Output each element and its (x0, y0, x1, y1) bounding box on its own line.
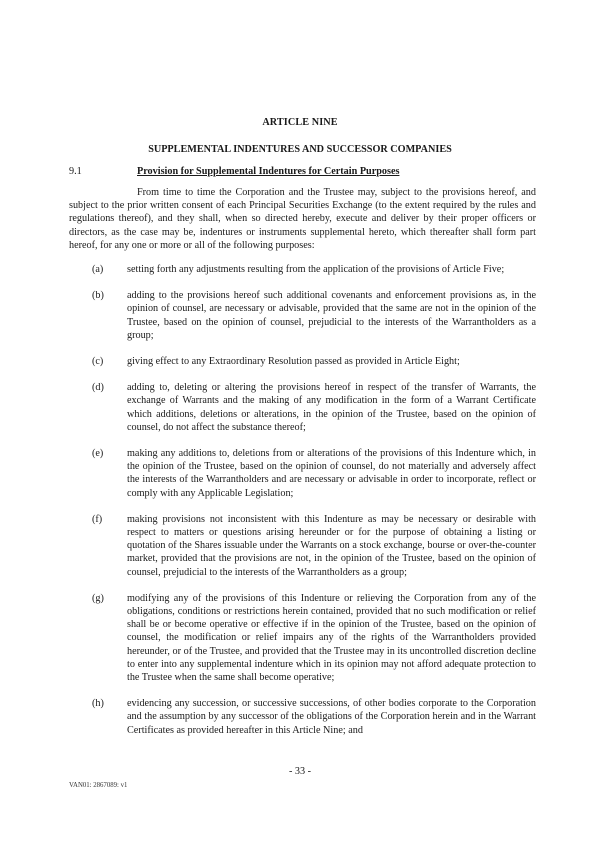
list-item-text: setting forth any adjustments resulting from the application of the provisions of Article Five; (127, 264, 505, 275)
section-number: 9.1 (69, 166, 82, 177)
list-item-label: (b) (92, 290, 104, 302)
list-item (92, 447, 536, 500)
list-item-text: making any additions to, deletions from or alterations of the provisions of this Indenture which, in the opinion of the Trustee, based on the opinion of counsel, do not materially and adversely affect the interests of the Warrantholders and are necessary or advisable in order to incorporate, reflect or comply with any Applicable Legislation; (127, 448, 536, 499)
intro-paragraph: From time to time the Corporation and the Trustee may, subject to the provisions hereof, and subject to the prior written consent of each Principal Securities Exchange (to the extent required by the rules and regulations thereof), and they shall, when so directed hereby, execute and deliver by their proper officers or directors, as the case may be, indentures or instruments supplemental hereto, which thereafter shall form part hereof, for any one or more or all of the following purposes: (69, 187, 536, 251)
list-item (92, 592, 536, 684)
list-item-text: evidencing any succession, or successive successions, of other bodies corporate to the Corporation and the assumption by any successor of the obligations of the Corporation herein and in the Warrant Certificates as provided hereafter in this Article Nine; and (127, 698, 536, 736)
list-item-label: (c) (92, 356, 104, 368)
list-item (92, 381, 536, 434)
list-item-text: adding to, deleting or altering the provisions hereof in respect of the transfer of Warrants, the exchange of Warrants and the making of any modification in the form of a Warrant Certificate which additions, deletions or alterations, in the opinion of the Trustee, based on the opinion of counsel, do not affect the substance thereof; (127, 382, 536, 433)
section-title: Provision for Supplemental Indentures for Certain Purposes (137, 166, 400, 177)
list-item-text: making provisions not inconsistent with this Indenture as may be necessary or desirable with respect to matters or questions arising hereunder or for the purpose of obtaining a listing or quotation of the Shares issuable under the Warrants on a stock exchange, bourse or over-the-counter market, provided that the provisions are not, in the opinion of the Trustee, based on the opinion of counsel, prejudicial to the interests of the Warrantholders as a group; (127, 513, 536, 578)
list-item (92, 513, 536, 579)
list-item-label: (h) (92, 698, 104, 710)
list-item-label: (d) (92, 382, 104, 394)
list-item (92, 355, 536, 368)
list-item-label: (g) (92, 592, 104, 604)
list-item-text: adding to the provisions hereof such additional covenants and enforcement provisions as, in the opinion of counsel, are necessary or advisable, provided that the same are not in the opinion of the Trustee, based on the opinion of counsel, prejudicial to the interests of the Warrantholders as a group; (127, 290, 536, 341)
list-item (92, 289, 536, 342)
purpose-list (92, 263, 536, 737)
article-subtitle: SUPPLEMENTAL INDENTURES AND SUCCESSOR COMPANIES (148, 144, 452, 155)
list-item-label: (e) (92, 448, 104, 460)
list-item-label: (f) (92, 513, 103, 525)
page-number: - 33 - (288, 766, 312, 777)
list-item-label: (a) (92, 264, 104, 275)
list-item-text: modifying any of the provisions of this Indenture or relieving the Corporation from any of the obligations, conditions or restrictions herein contained, provided that no such modification or relief shall be or become operative or effective if in the opinion of the Trustee, based on the opinion of counsel, the modification or relief impairs any of the rights of the Warrantholders provided hereunder, or of the Trustee, and provided that the Trustee may in its uncontrolled discretion decline to enter into any supplemental indenture which in its opinion may not afford adequate protection to the Trustee when the same shall become operative; (127, 592, 536, 684)
list-item (92, 697, 536, 737)
list-item-text: giving effect to any Extraordinary Resolution passed as provided in Article Eight; (127, 356, 460, 368)
list-item (92, 263, 536, 276)
document-id-footer: VAN01: 2867089: v1 (69, 782, 128, 789)
article-title: ARTICLE NINE (262, 117, 338, 128)
